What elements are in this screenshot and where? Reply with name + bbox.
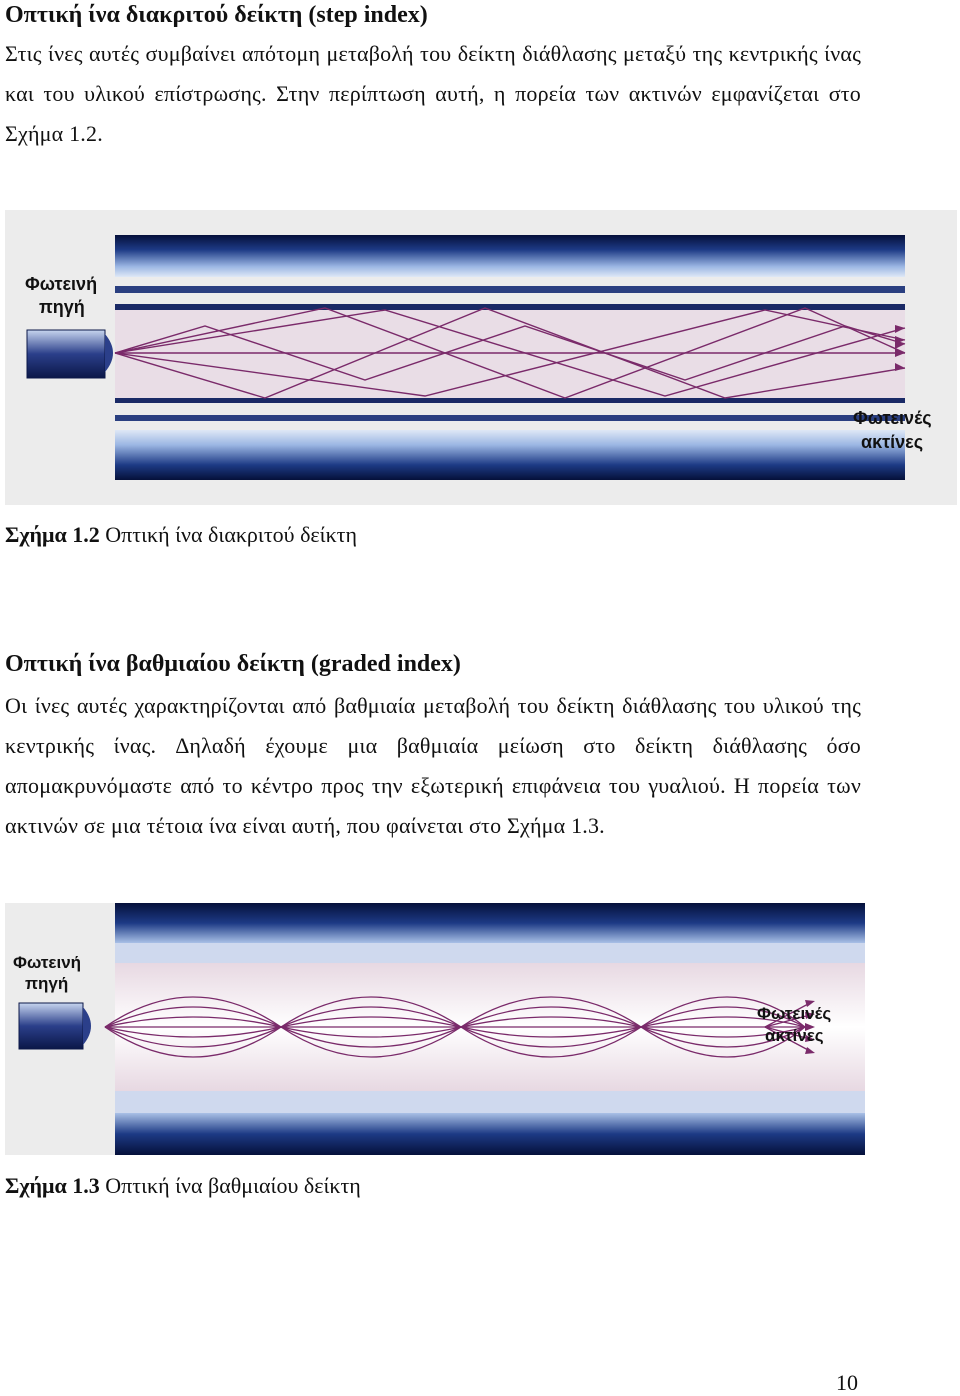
figure-graded-index-fiber xyxy=(5,903,865,1155)
caption-prefix: Σχήμα 1.2 xyxy=(5,522,100,547)
light-source-icon xyxy=(27,330,113,378)
figure-caption-1-2 xyxy=(5,522,357,548)
caption-prefix: Σχήμα 1.3 xyxy=(5,1173,100,1198)
section-heading-step-index: Οπτική ίνα διακριτού δείκτη (step index) xyxy=(5,2,428,28)
rays-label-line1: Φωτεινές xyxy=(853,408,932,428)
paragraph-graded-index: Οι ίνες αυτές χαρακτηρίζονται από βαθμιαία μεταβολή του δείκτη διάθλασης του υλικού της κεντρικής ίνας. ∆ηλαδή έχουμε μια βαθμιαία μείωση στο δείκτη διάθλασης όσο απομακρυνόμαστε από το κέντρο προς την εξωτερική επιφάνεια του γυαλιού. Η πορεία των ακτινών σε μια τέτοια ίνα είναι αυτή, που φαίνεται στο Σχήμα 1.3. xyxy=(5,693,861,838)
source-label-line1: Φωτεινή xyxy=(25,274,98,294)
rays-label-line2: ακτίνες xyxy=(861,432,924,452)
caption-text: Οπτική ίνα βαθμιαίου δείκτη xyxy=(99,1173,361,1198)
caption-text: Οπτική ίνα διακριτού δείκτη xyxy=(99,522,358,547)
paragraph-step-index: Στις ίνες αυτές συμβαίνει απότομη μεταβολή του δείκτη διάθλασης μεταξύ της κεντρικής ίνας και του υλικού επίστρωσης. Στην περίπτωση αυτή, η πορεία των ακτινών εμφανίζεται στο Σχήμα 1.2. xyxy=(5,41,861,146)
rays-label-line2: ακτίνες xyxy=(765,1026,824,1045)
source-label-line2: πηγή xyxy=(39,297,85,317)
section-heading-graded-index: Οπτική ίνα βαθμιαίου δείκτη (graded index) xyxy=(5,651,461,677)
page-number: 10 xyxy=(836,1370,858,1395)
source-label-line2: πηγή xyxy=(25,974,69,993)
source-label-line1: Φωτεινή xyxy=(13,953,82,972)
light-source-icon xyxy=(19,1003,91,1049)
rays-label-line1: Φωτεινές xyxy=(757,1004,832,1023)
figure-step-index-fiber xyxy=(5,210,957,505)
figure-caption-1-3 xyxy=(5,1173,361,1199)
